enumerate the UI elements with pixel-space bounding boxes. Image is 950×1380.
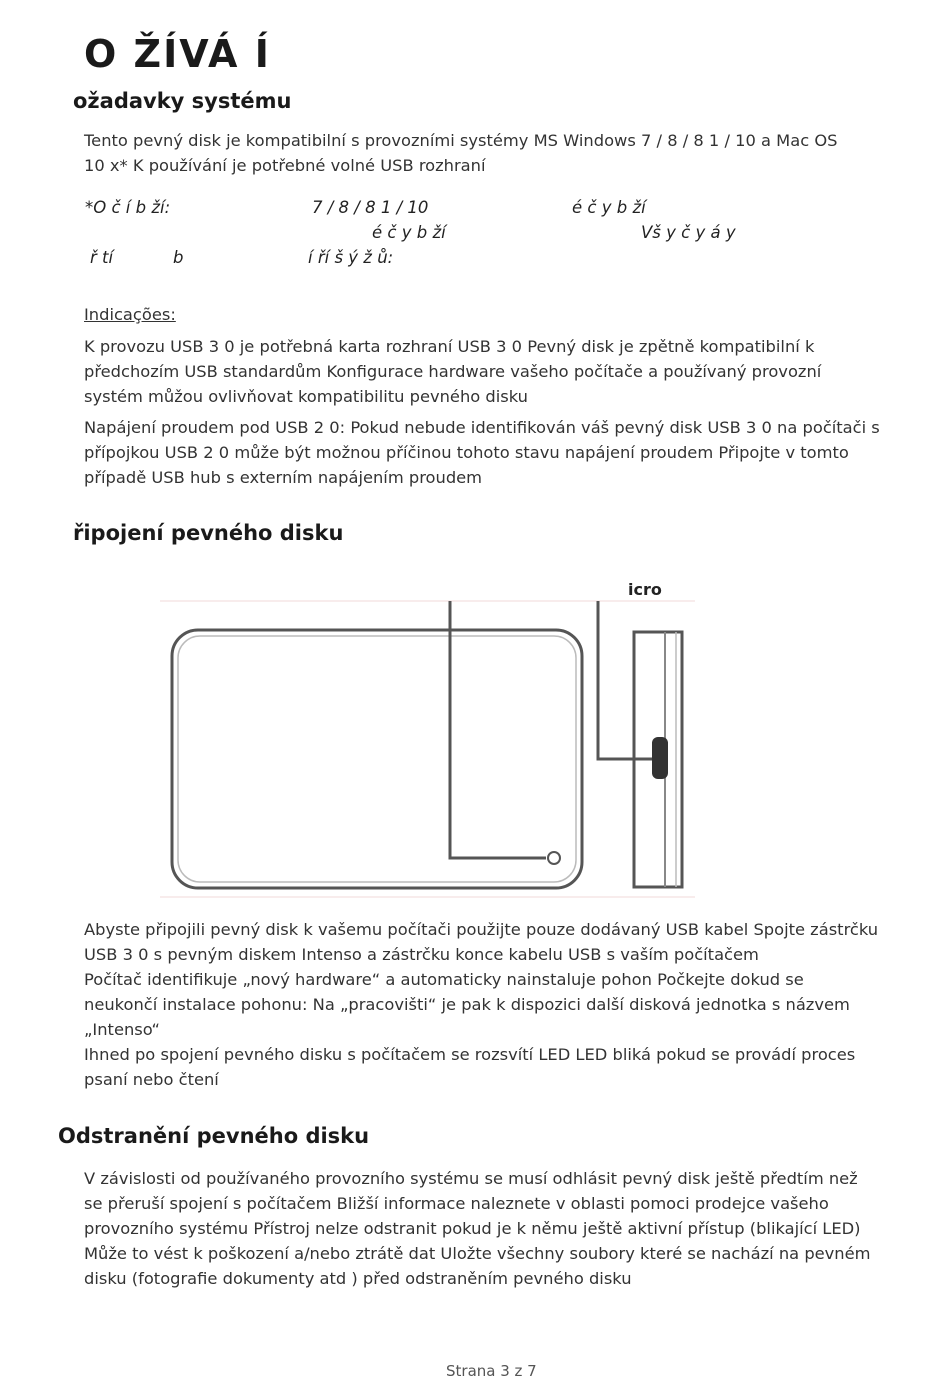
remove-line: Může to vést k poškození a/nebo ztrátě dat Uložte všechny soubory které se nachází na pevném [84,1244,871,1263]
requirements-heading: ožadavky systému [73,89,292,113]
indications-para2-line: přípojkou USB 2 0 může být možnou příčinou tohoto stavu napájení proudem Připojte v tomto [84,443,849,462]
note-fragment: b [173,248,184,267]
indications-para1-line: předchozím USB standardům Konfigurace hardware vašeho počítače a používaný provozní [84,362,822,381]
requirements-line-2: 10 x* K používání je potřebné volné USB rozhraní [84,156,486,175]
connect-line: Abyste připojili pevný disk k vašemu počítači použijte pouze dodávaný USB kabel Spojte zástrčku [84,920,879,939]
remove-line: se přeruší spojení s počítačem Bližší informace naleznete v oblasti pomoci prodejce vašeho [84,1194,829,1213]
connect-line: „Intenso“ [84,1020,160,1039]
connect-line: Ihned po spojení pevného disku s počítačem se rozsvítí LED LED bliká pokud se provádí proces [84,1045,856,1064]
indications-para1-line: systém můžou ovlivňovat kompatibilitu pevného disku [84,387,528,406]
led-indicator [548,852,560,864]
page-title: O ŽÍVÁ Í [84,32,271,76]
page-number: Strana 3 z 7 [446,1362,537,1380]
note-fragment: *O č í b ží: [85,198,171,217]
micro-usb-port [652,737,668,779]
connect-heading: řipojení pevného disku [73,521,344,545]
note-fragment: é č y b ží [572,198,646,217]
connect-line: USB 3 0 s pevným diskem Intenso a zástrčku konce kabelu USB s vaším počítačem [84,945,759,964]
note-fragment: Vš y č y á y [641,223,736,242]
drive-body-front [172,630,582,888]
remove-line: V závislosti od používaného provozního systému se musí odhlásit pevný disk ještě předtím než [84,1169,858,1188]
note-fragment: é č y b ží [372,223,446,242]
note-fragment: ř tí [90,248,114,267]
indications-label: Indicações: [84,305,176,324]
indications-para2-line: případě USB hub s externím napájením proudem [84,468,483,487]
remove-line: provozního systému Přístroj nelze odstranit pokud je k němu ještě aktivní přístup (blikající LED) [84,1219,861,1238]
requirements-line-1: Tento pevný disk je kompatibilní s provozními systémy MS Windows 7 / 8 / 8 1 / 10 a Mac OS [84,131,838,150]
diagram-label: icro [628,580,662,599]
connect-line: Počítač identifikuje „nový hardware“ a automaticky nainstaluje pohon Počkejte dokud se [84,970,804,989]
indications-para2-line: Napájení proudem pod USB 2 0: Pokud nebude identifikován váš pevný disk USB 3 0 na počítači s [84,418,880,437]
connect-line: psaní nebo čtení [84,1070,219,1089]
hdd-drawing [150,575,710,905]
connect-line: neukončí instalace pohonu: Na „pracovišti“ je pak k dispozici další disková jednotka s názvem [84,995,850,1014]
remove-line: disku (fotografie dokumenty atd ) před odstraněním pevného disku [84,1269,632,1288]
note-fragment: 7 / 8 / 8 1 / 10 [312,198,429,217]
note-fragment: í ří š ý ž ů: [308,248,394,267]
indications-para1-line: K provozu USB 3 0 je potřebná karta rozhraní USB 3 0 Pevný disk je zpětně kompatibilní k [84,337,815,356]
hdd-connection-diagram [150,575,710,905]
remove-heading: Odstranění pevného disku [58,1124,370,1148]
